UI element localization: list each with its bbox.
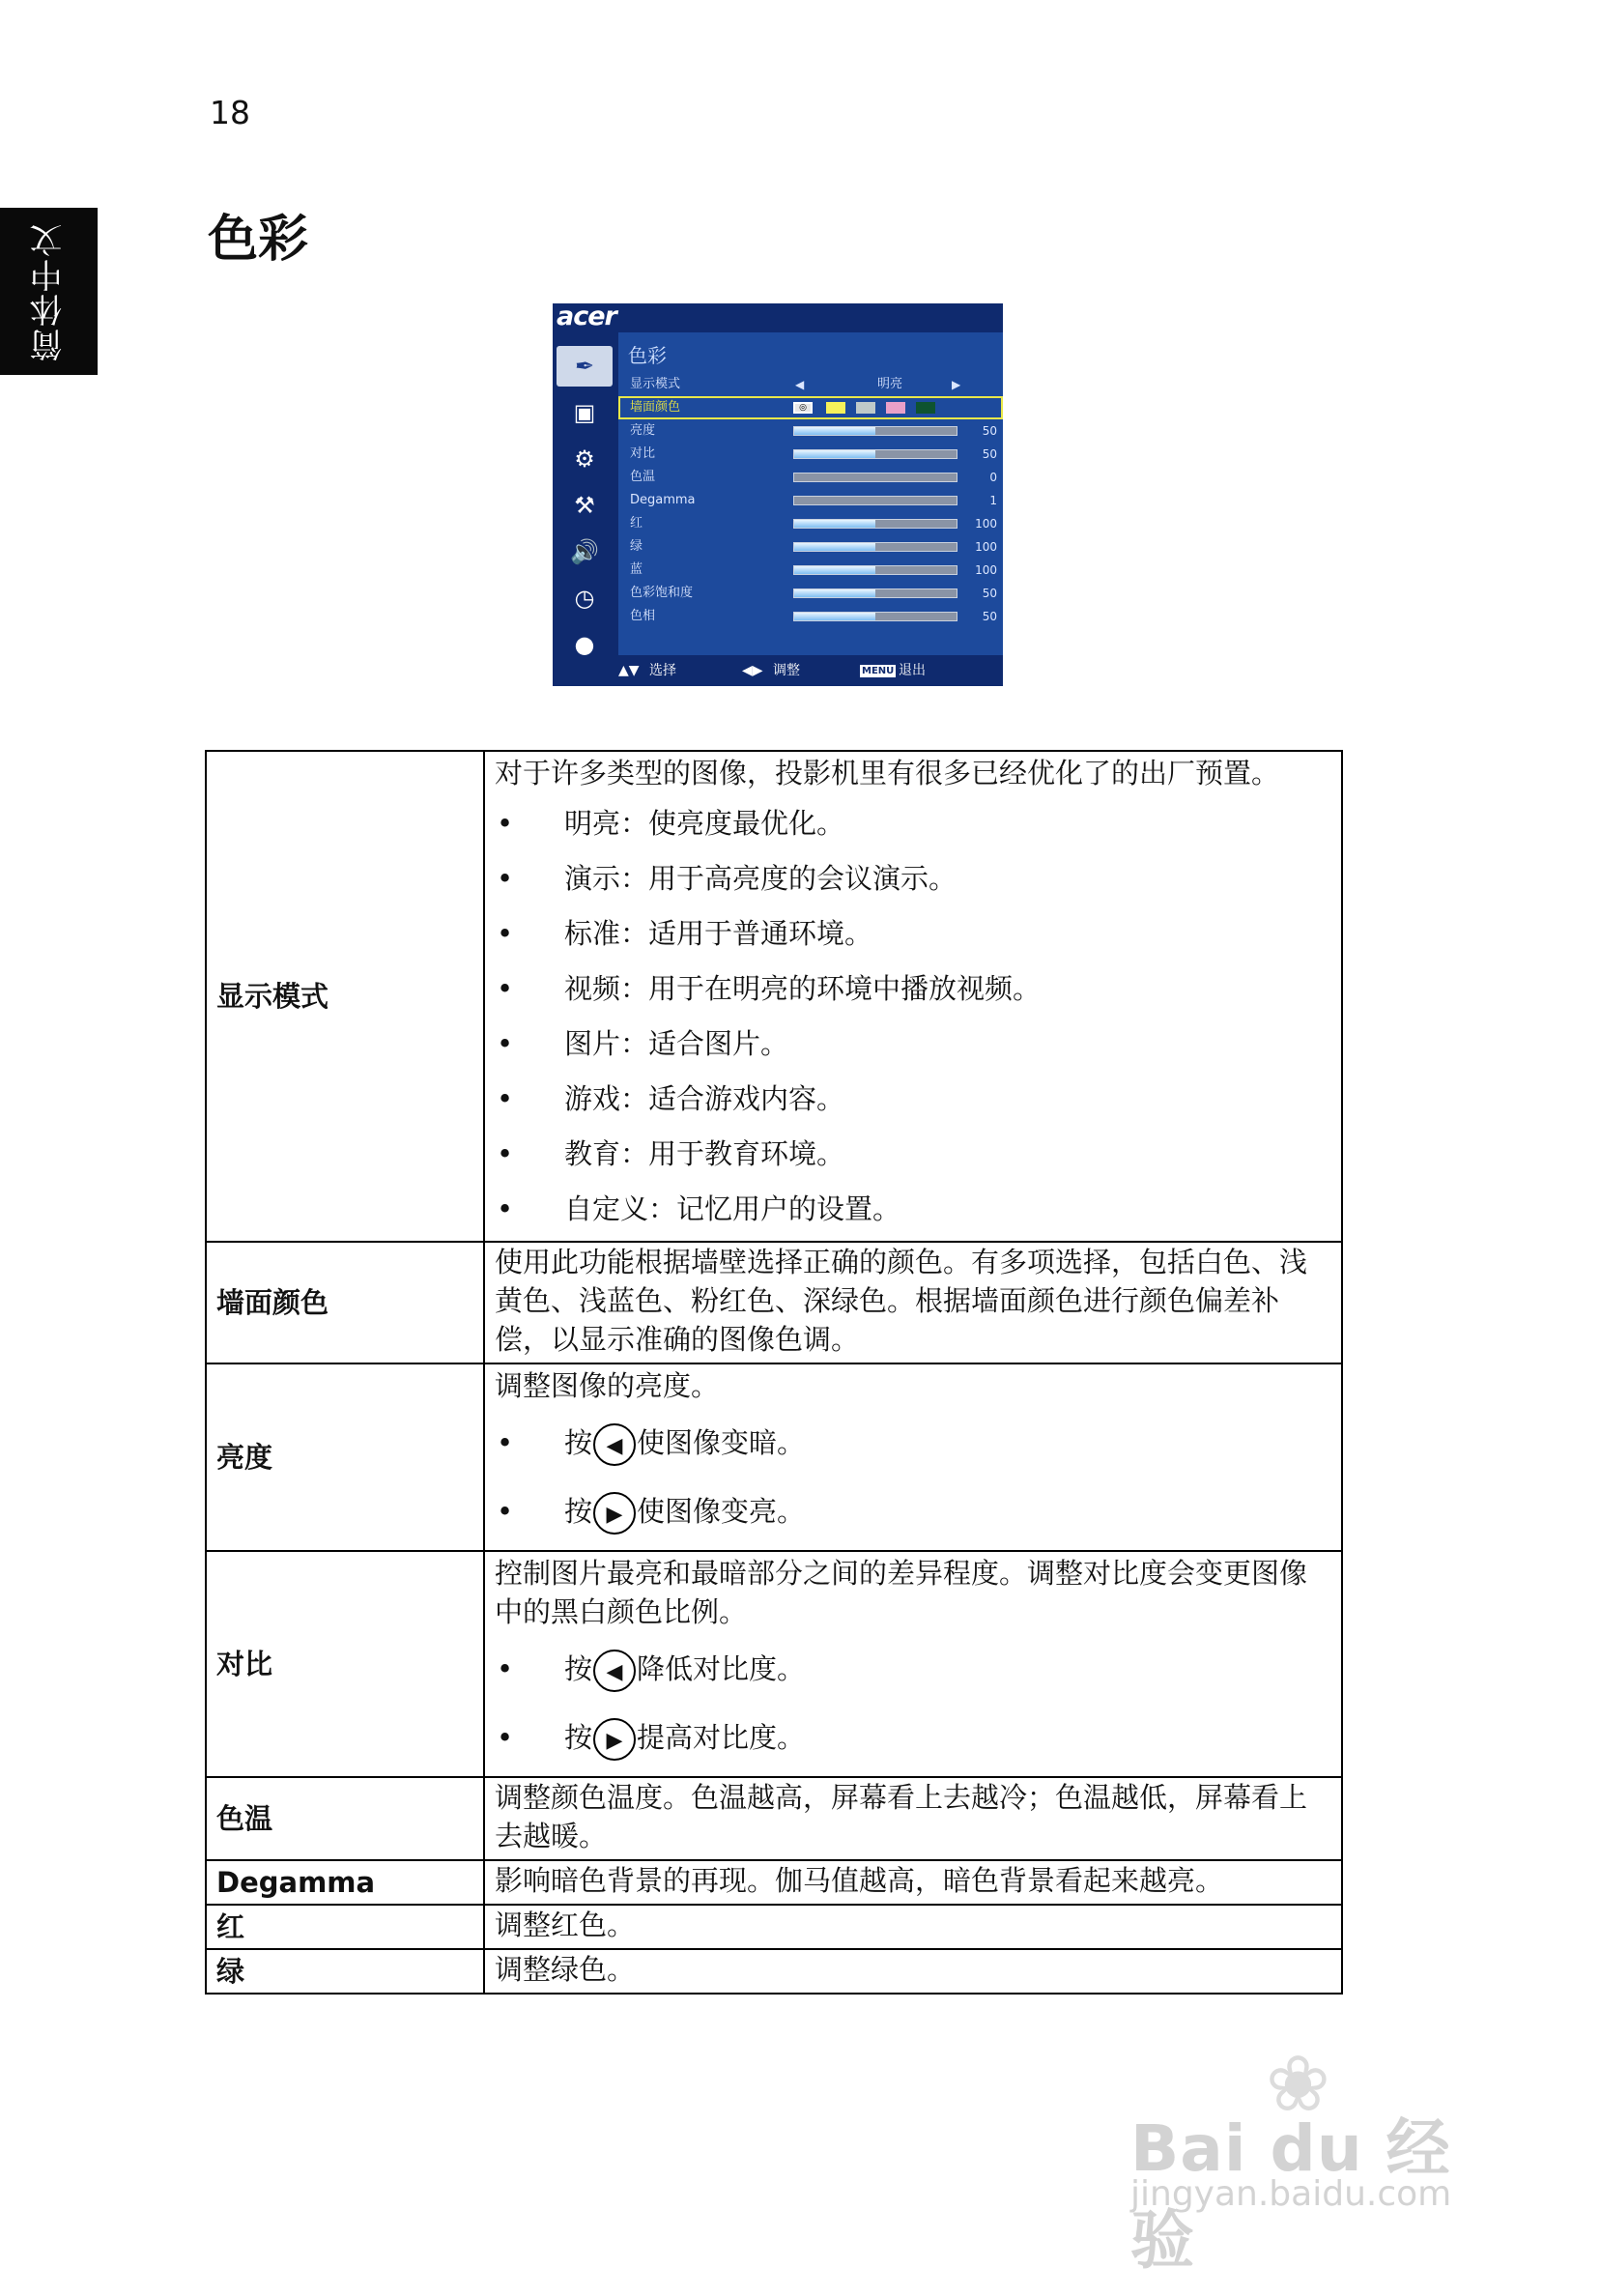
wall-color-swatch — [886, 402, 905, 414]
language-icon: ● — [574, 631, 595, 658]
audio-icon: 🔊 — [570, 538, 599, 565]
osd-row-label: Degamma — [630, 493, 696, 507]
osd-slider-bar — [793, 588, 957, 598]
list-item — [495, 1635, 1331, 1704]
osd-slider-bar — [793, 473, 957, 482]
wall-color-swatch — [826, 402, 845, 414]
osd-slider-value: 1 — [989, 494, 997, 507]
settings-icon: ⚙ — [574, 445, 595, 473]
list-item: • 演示：用于高亮度的会议演示。 — [495, 851, 1331, 906]
osd-slider-row — [618, 419, 1003, 443]
key-instruction-list — [495, 1635, 1331, 1772]
language-side-tab — [0, 208, 98, 375]
setting-description: 使用此功能根据墙壁选择正确的颜色。有多项选择，包括白色、浅黄色、浅蓝色、粉红色、深绿色。根据墙面颜色进行颜色偏差补偿，以显示准确的图像色调。 — [484, 1242, 1342, 1363]
left-key-icon: ◀ — [593, 1423, 636, 1466]
osd-slider-bar — [793, 519, 957, 529]
osd-slider-bar — [793, 426, 957, 436]
press-text: 按 — [564, 1495, 593, 1528]
list-item — [495, 1409, 1331, 1478]
osd-row-label: 绿 — [630, 539, 643, 554]
key-instruction-list — [495, 1409, 1331, 1546]
baidu-watermark — [1130, 2039, 1498, 2278]
list-item: • 视频：用于在明亮的环境中播放视频。 — [495, 961, 1331, 1017]
left-key-icon: ◀ — [593, 1650, 636, 1692]
instruction-text: 使图像变亮。 — [637, 1495, 806, 1528]
osd-slider-row — [618, 489, 1003, 512]
wall-color-swatch — [856, 402, 875, 414]
menu-key-icon: MENU — [862, 666, 895, 676]
list-item: • 教育：用于教育环境。 — [495, 1127, 1331, 1182]
setting-description — [484, 1363, 1342, 1551]
osd-footer — [618, 655, 1003, 686]
list-item: • 标准：适用于普通环境。 — [495, 906, 1331, 961]
osd-slider-fill — [794, 589, 875, 597]
osd-row-label: 蓝 — [630, 562, 643, 577]
chevron-right-icon: ▶ — [952, 378, 961, 391]
osd-row-label: 显示模式 — [630, 377, 681, 391]
color-icon: ✒ — [557, 346, 613, 387]
instruction-text: 提高对比度。 — [637, 1721, 806, 1754]
left-right-arrow-icon: ◀▶ — [742, 663, 763, 678]
osd-slider-value: 50 — [982, 610, 997, 623]
setting-description: 影响暗色背景的再现。伽马值越高，暗色背景看起来越亮。 — [484, 1860, 1342, 1905]
right-key-icon: ▶ — [593, 1718, 636, 1761]
timer-icon: ◷ — [574, 585, 595, 612]
paw-logo-icon: ❀ — [1266, 2039, 1331, 2129]
page-number: 18 — [210, 94, 250, 131]
table-row — [206, 751, 1342, 1242]
osd-slider-fill — [794, 543, 875, 551]
setting-name: 显示模式 — [206, 751, 484, 1242]
acer-logo: acer — [557, 303, 616, 331]
table-row — [206, 1551, 1342, 1777]
osd-row-display-mode — [618, 373, 1003, 396]
setting-description: 调整红色。 — [484, 1905, 1342, 1949]
osd-slider-bar — [793, 565, 957, 575]
osd-footer-select: 选择 — [649, 663, 676, 678]
osd-row-label: 红 — [630, 516, 643, 531]
table-row — [206, 1242, 1342, 1363]
osd-slider-fill — [794, 566, 875, 574]
osd-row-value: 明亮 — [876, 377, 902, 391]
osd-row-label: 墙面颜色 — [630, 400, 681, 415]
osd-slider-value: 50 — [982, 587, 997, 600]
watermark-url: jingyan.baidu.com — [1130, 2174, 1452, 2214]
osd-row-label: 色相 — [630, 609, 656, 623]
setting-description: 调整颜色温度。色温越高，屏幕看上去越冷；色温越低，屏幕看上去越暖。 — [484, 1777, 1342, 1860]
osd-slider-bar — [793, 496, 957, 505]
instruction-text: 使图像变暗。 — [637, 1426, 806, 1459]
osd-slider-row — [618, 443, 1003, 466]
osd-footer-exit: 退出 — [899, 663, 926, 678]
osd-slider-value: 100 — [975, 517, 997, 531]
setting-name: 亮度 — [206, 1363, 484, 1551]
setting-intro: 控制图片最亮和最暗部分之间的差异程度。调整对比度会变更图像中的黑白颜色比例。 — [495, 1557, 1308, 1628]
osd-slider-value: 0 — [989, 471, 997, 484]
setting-intro: 对于许多类型的图像，投影机里有很多已经优化了的出厂预置。 — [495, 757, 1280, 789]
press-text: 按 — [564, 1721, 593, 1754]
osd-slider-value: 50 — [982, 447, 997, 461]
list-item — [495, 1704, 1331, 1772]
osd-slider-fill — [794, 520, 875, 528]
list-item: • 游戏：适合游戏内容。 — [495, 1072, 1331, 1127]
list-item: • 明亮：使亮度最优化。 — [495, 796, 1331, 851]
osd-row-label: 色温 — [630, 470, 656, 484]
osd-row-label: 对比 — [630, 446, 656, 461]
right-key-icon: ▶ — [593, 1492, 636, 1535]
osd-slider-fill — [794, 450, 875, 458]
osd-slider-bar — [793, 542, 957, 552]
list-item: • 自定义：记忆用户的设置。 — [495, 1182, 1331, 1237]
setting-name: 对比 — [206, 1551, 484, 1777]
table-row — [206, 1860, 1342, 1905]
list-item: • 图片：适合图片。 — [495, 1017, 1331, 1072]
setting-name: 绿 — [206, 1949, 484, 1994]
osd-row-wall-color — [618, 396, 1003, 419]
osd-slider-row — [618, 466, 1003, 489]
table-row — [206, 1949, 1342, 1994]
up-down-arrow-icon: ▲▼ — [618, 663, 640, 678]
press-text: 按 — [564, 1426, 593, 1459]
watermark-brand: Bai du 经验 — [1130, 2111, 1451, 2278]
color-settings-table — [205, 750, 1343, 1995]
osd-slider-value: 100 — [975, 563, 997, 577]
osd-footer-adjust: 调整 — [773, 663, 800, 678]
setting-name: 墙面颜色 — [206, 1242, 484, 1363]
osd-slider-fill — [794, 427, 875, 435]
setting-name: 红 — [206, 1905, 484, 1949]
table-row — [206, 1363, 1342, 1551]
osd-slider-row — [618, 559, 1003, 582]
page-title: 色彩 — [208, 211, 309, 269]
setting-description: 调整绿色。 — [484, 1949, 1342, 1994]
instruction-text: 降低对比度。 — [637, 1652, 806, 1685]
osd-title: 色彩 — [628, 344, 667, 367]
management-icon: ⚒ — [574, 492, 595, 519]
osd-row-label: 色彩饱和度 — [630, 586, 694, 600]
press-text: 按 — [564, 1652, 593, 1685]
setting-name: 色温 — [206, 1777, 484, 1860]
osd-panel — [618, 332, 1003, 655]
osd-slider-value: 50 — [982, 424, 997, 438]
osd-slider-fill — [794, 613, 875, 620]
osd-icon-bar — [553, 332, 618, 686]
wall-color-swatch — [916, 402, 935, 414]
osd-slider-bar — [793, 612, 957, 621]
table-row — [206, 1905, 1342, 1949]
mode-option-list — [495, 796, 1331, 1237]
setting-description — [484, 1551, 1342, 1777]
setting-description — [484, 751, 1342, 1242]
chevron-left-icon: ◀ — [795, 378, 805, 391]
setting-name: Degamma — [206, 1860, 484, 1905]
language-side-tab-label: 简体中文 — [30, 221, 69, 361]
osd-row-label: 亮度 — [630, 423, 656, 438]
osd-slider-bar — [793, 449, 957, 459]
osd-slider-value: 100 — [975, 540, 997, 554]
osd-slider-row — [618, 582, 1003, 605]
osd-slider-row — [618, 605, 1003, 628]
list-item — [495, 1478, 1331, 1546]
osd-menu-screenshot — [553, 303, 1003, 686]
osd-slider-row — [618, 512, 1003, 535]
image-icon: ▣ — [573, 399, 596, 426]
setting-intro: 调整图像的亮度。 — [495, 1369, 720, 1402]
osd-slider-row — [618, 535, 1003, 559]
white-swatch-selected-icon: ◎ — [793, 402, 813, 414]
table-row — [206, 1777, 1342, 1860]
